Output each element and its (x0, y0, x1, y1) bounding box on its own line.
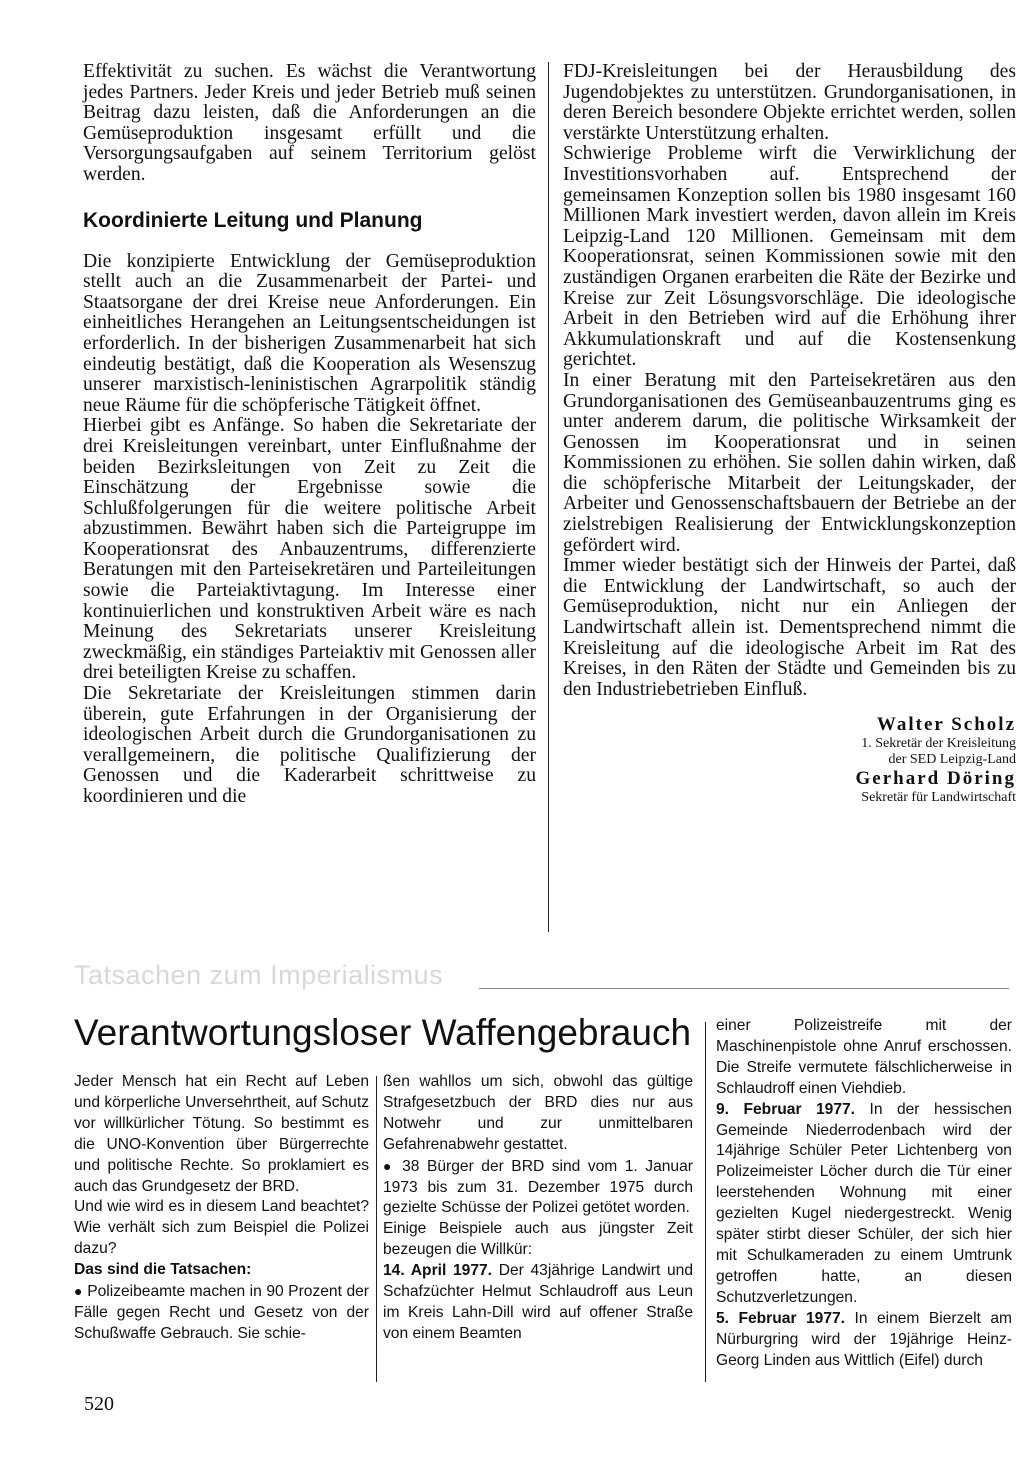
paragraph: Immer wieder bestätigt sich der Hinweis der Partei, daß die Entwicklung der Landwirtschaft, so auch der Gemüseproduktion, nicht nur ein Anliegen der Landwirtschaft allein ist. Dementsprechend nimmt die Kreisleitung auf die ideologische Arbeit im Rat des Kreises, in den Räten der Städte und Gemeinden bis zu den Industriebetrieben Einfluß. (563, 555, 1016, 700)
dated-paragraph (716, 1100, 1012, 1309)
bullet-icon: ● (74, 1283, 83, 1300)
author-name: Gerhard Döring (855, 768, 1016, 790)
section-heading: Koordinierte Leitung und Planung (83, 208, 423, 232)
paragraph: In einer Beratung mit den Parteisekretären aus den Grundorganisationen des Gemüseanbauzentrums ging es unter anderem darum, die politische Wirksamkeit der Genossen im Kooperationsrat und in seinen Kommissionen zu erhöhen. Sie sollen dahin wirken, daß die schöpferische Mitarbeit der Leitungskader, der Arbeiter und Genossenschaftsbauern der Betriebe an der zielstrebigen Realisierung der Entwicklungskonzeption gefördert wird. (563, 369, 1016, 556)
section-rule (479, 988, 1009, 989)
paragraph: Einige Beispiele auch aus jüngster Zeit bezeugen die Willkür: (383, 1220, 693, 1259)
paragraph: Schwierige Probleme wirft die Verwirklichung der Investitionsvorhaben auf. Entsprechend der gemeinsamen Konzeption sollen bis 1980 insgesamt 160 Millionen Mark investiert werden, davon allein im Kreis Leipzig-Land 120 Millionen. Gemeinsam mit dem Kooperationsrat, seinen Kommissionen sowie mit den zuständigen Organen erarbeiten die Räte der Bezirke und Kreise zur Zeit Lösungsvorschläge. Die ideologische Arbeit in den Betrieben wird auf die Erhöhung ihrer Akkumulationskraft und auf die Kostensenkung gerichtet. (563, 143, 1016, 371)
paragraph-text: Polizeibeamte machen in 90 Prozent der Fälle gegen Recht und Gesetz von der Schußwaffe Gebrauch. Sie schie- (74, 1283, 369, 1342)
paragraph-text: In einem Bierzelt am Nürburgring wird der 19jährige Heinz-Georg Linden aus Wittlich (Eifel) durch (716, 1309, 1012, 1369)
author-signature (563, 714, 1016, 806)
event-date: 14. April 1977. (383, 1262, 493, 1280)
article-headline: Verantwortungsloser Waffengebrauch (74, 1012, 692, 1053)
column-divider (376, 1076, 377, 1382)
column-divider (705, 1022, 706, 1382)
lower-column-3 (716, 1016, 1012, 1371)
page-number: 520 (84, 1393, 114, 1415)
section-label: Tatsachen zum Imperialismus (74, 960, 444, 990)
dated-paragraph (716, 1309, 1012, 1372)
paragraph: Die konzipierte Entwicklung der Gemüseproduktion stellt auch an die Zusammenarbeit der Partei- und Staatsorgane der drei Kreise neue Anforderungen. Ein einheitliches Herangehen an Leitungsentscheidungen ist erforderlich. In der bisherigen Zusammenarbeit hat sich eindeutig bestätigt, daß die Kooperation als Wesenszug unserer marxistisch-leninistischen Agrarpolitik ständig neue Räume für die schöpferische Tätigkeit öffnet. (83, 250, 536, 416)
bullet-paragraph (383, 1156, 693, 1220)
author-name: Walter Scholz (876, 714, 1016, 736)
event-date: 5. Februar 1977. (716, 1309, 846, 1327)
bullet-paragraph (74, 1281, 369, 1345)
dated-paragraph (383, 1261, 693, 1345)
author-role: 1. Sekretär der Kreisleitung (861, 736, 1016, 752)
paragraph-text: Der 43jährige Landwirt und Schafzüchter Helmut Schlaudroff aus Leun im Kreis Lahn-Dill wird auf offener Straße von einem Beamten (383, 1262, 693, 1342)
paragraph: Hierbei gibt es Anfänge. So haben die Sekretariate der drei Kreisleitungen vereinbart, unter Einflußnahme der beiden Bezirksleitungen von Zeit zu Zeit die Einschätzung der Ergebnisse sowie die Schlußfolgerungen für die weitere politische Arbeit abzustimmen. Bewährt haben sich die Parteigruppe im Kooperationsrat des Anbauzentrums, differenzierte Beratungen mit den Parteisekretären und Parteileitungen sowie die Parteiaktivtagung. Im Interesse einer kontinuierlichen und konstruktiven Arbeit wäre es nach Meinung des Sekretariats unserer Kreisleitung zweckmäßig, ein ständiges Parteiaktiv mit Genossen aller drei beteiligten Kreise zu schaffen. (83, 415, 536, 684)
paragraph: Jeder Mensch hat ein Recht auf Leben und körperliche Unversehrtheit, auf Schutz vor willkürlicher Tötung. So bestimmt es die UNO-Konvention über Bürgerrechte und politische Rechte. So proklamiert es auch das Grundgesetz der BRD. (74, 1073, 369, 1195)
event-date: 9. Februar 1977. (716, 1100, 856, 1118)
column-divider (548, 62, 549, 932)
author-role: der SED Leipzig-Land (888, 752, 1016, 768)
lead-in: Das sind die Tatsachen: (74, 1261, 252, 1279)
paragraph: FDJ-Kreisleitungen bei der Herausbildung des Jugendobjektes zu unterstützen. Grundorganisationen, in deren Bereich besondere Objekte errichtet werden, sollen verstärkte Unterstützung erhalten. (563, 61, 1016, 144)
paragraph-text: 38 Bürger der BRD sind vom 1. Januar 1973 bis zum 31. Dezember 1975 durch gezielte Schüsse der Polizei getötet worden. (383, 1157, 693, 1217)
paragraph: Effektivität zu suchen. Es wächst die Verantwortung jedes Partners. Jeder Kreis und jeder Betrieb muß seinen Beitrag dazu leisten, daß die Anforderungen an die Gemüseproduktion insgesamt erfüllt und die Versorgungsaufgaben auf seinem Territorium gelöst werden. (83, 61, 536, 185)
lower-column-2 (383, 1072, 693, 1345)
author-role: Sekretär für Landwirtschaft (861, 790, 1016, 806)
paragraph: Und wie wird es in diesem Land beachtet? Wie verhält sich zum Beispiel die Polizei dazu? (74, 1198, 369, 1258)
article-right-column (563, 62, 1016, 806)
paragraph: einer Polizeistreife mit der Maschinenpistole ohne Anruf erschossen. Die Streife vermutete fälschlicherweise in Schlaudroff einen Viehdieb. (716, 1017, 1012, 1097)
lower-column-1 (74, 1072, 369, 1345)
paragraph: ßen wahllos um sich, obwohl das gültige Strafgesetzbuch der BRD dies nur aus Notwehr und zur unmittelbaren Gefahrenabwehr gestattet. (383, 1073, 693, 1153)
paragraph: Die Sekretariate der Kreisleitungen stimmen darin überein, gute Erfahrungen in der Organisierung der ideologischen Arbeit durch die Grundorganisationen zu verallgemeinern, die politische Qualifizierung der Genossen und die Kaderarbeit schrittweise zu koordinieren und die (83, 683, 536, 807)
paragraph-text: In der hessischen Gemeinde Niederrodenbach wird der 14jährige Schüler Peter Lichtenberg von Polizeimeister Löcher durch die Tür einer leerstehenden Wohnung mit einer gezielten Kugel niedergestreckt. Wenig später stirbt dieser Schüler, der sich hier mit Schulkameraden zu einem Umtrunk getroffen hatte, an diesen Schutzverletzungen. (716, 1100, 1012, 1306)
section-header (74, 960, 1009, 994)
article-left-column (83, 62, 536, 808)
bullet-icon: ● (383, 1157, 395, 1174)
